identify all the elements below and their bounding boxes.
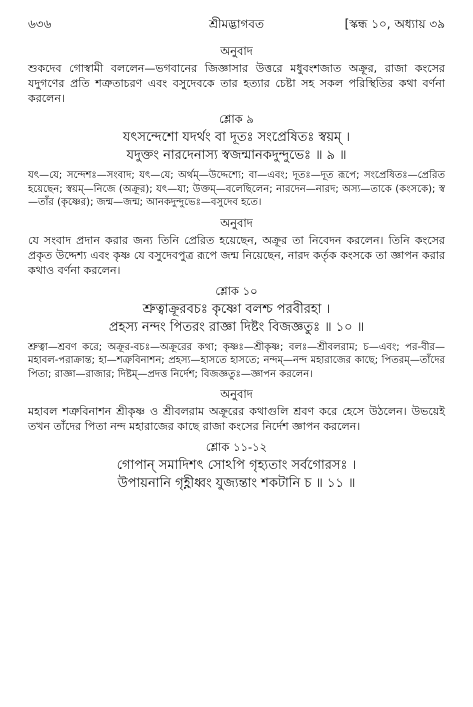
section-verse-11-12	[28, 440, 445, 493]
synonyms-text: শ্রুত্বা—শ্রবণ করে; অক্রূর-বচঃ—অক্রূরের কথা; কৃষ্ণঃ—শ্রীকৃষ্ণ; বলঃ—শ্রীবলরাম; চ—এবং; পর-বীর—মহাবল-পরাক্রান্ত; হা—শত্রুবিনাশন; প্রহস্য—হাসতে হাসতে; নন্দম্—নন্দ মহারাজের কাছে; পিতরম্—তাঁদের পিতা; রাজ্ঞা—রাজার; দিষ্টম্—প্রদত্ত নির্দেশ; বিজজ্ঞতুঃ—জ্ঞাপন করলেন।	[28, 341, 445, 380]
translation-text: যে সংবাদ প্রদান করার জন্য তিনি প্রেরিত হয়েছেন, অক্রূর তা নিবেদন করলেন। তিনি কংসের প্রকৃত উদ্দেশ্য এবং কৃষ্ণ যে বসুদেবপুত্র রূপে জন্ম নিয়েছেন, নারদ কর্তৃক কংসকে তা জ্ঞাপন করার কথাও বর্ণনা করলেন।	[28, 233, 445, 277]
translation-heading: অনুবাদ	[220, 387, 253, 401]
section-verse-9	[28, 112, 445, 278]
translation-text: মহাবল শত্রুবিনাশন শ্রীকৃষ্ণ ও শ্রীবলরাম অক্রূরের কথাগুলি শ্রবণ করে হেসে উঠলেন। উভয়েই তখন তাঁদের পিতা নন্দ মহারাজের কাছে রাজা কংসের নির্দেশ জ্ঞাপন করলেন।	[28, 405, 445, 433]
translation-heading: অনুবাদ	[220, 215, 253, 230]
verse-line: উপায়নানি গৃহ্ণীধ্বং যুজ্যন্তাং শকটানি চ ॥ ১১ ॥	[117, 476, 356, 491]
book-title: শ্রীমদ্ভাগবত	[208, 17, 264, 31]
page-number: ৬৩৬	[28, 17, 52, 31]
page-content	[28, 44, 445, 493]
verse-line: গোপান্ সমাদিশৎ সোঽপি গৃহ্যতাং সর্বগোরসঃ ।	[116, 458, 357, 473]
verse-heading: শ্লোক ৯	[219, 112, 254, 126]
verse-heading: শ্লোক ১১-১২	[205, 440, 268, 454]
section-verse-10	[28, 284, 445, 435]
verse-heading: শ্লোক ১০	[215, 283, 258, 298]
verse-line: যদুক্তং নারদেনাস্য স্বজন্মানকদুন্দুভেঃ ॥ ৯ ॥	[126, 148, 347, 163]
page-header	[28, 16, 445, 36]
synonyms-text: যৎ—যে; সন্দেশঃ—সংবাদ; যৎ—যে; অর্থম্—উদ্দেশ্যে; বা—এবং; দূতঃ—দূত রূপে; সংপ্রেষিতঃ—প্রেরিত হয়েছেন; স্বয়ম্—নিজে (অক্রূর); যৎ—যা; উক্তম্—বলেছিলেন; নারদেন—নারদ; অস্য—তাকে (কংসকে); স্ব—তাঁর (কৃষ্ণের); জন্ম—জন্ম; আনকদুন্দুভেঃ—বসুদেব হতে।	[28, 170, 445, 208]
translation-text: শুকদেব গোস্বামী বললেন—ভগবানের জিজ্ঞাসার উত্তরে মধুবংশজাত অক্রূর, রাজা কংসের যদুগণের প্রতি শত্রুতাচরণ এবং বসুদেবকে তার হত্যার চেষ্টা সহ সকল পরিস্থিতির কথা বর্ণনা করলেন।	[28, 62, 445, 105]
chapter-reference: [স্কন্ধ ১০, অধ্যায় ৩৯	[344, 17, 445, 31]
section-verse-8-translation	[28, 44, 445, 106]
verse-line: শ্রুত্বাক্রূরবচঃ কৃষ্ণো বলশ্চ পরবীরহা ।	[142, 301, 331, 317]
verse-line: প্রহস্য নন্দং পিতরং রাজ্ঞা দিষ্টং বিজজ্ঞতুঃ ॥ ১০ ॥	[108, 319, 365, 335]
verse-line: যৎসন্দেশো যদর্থং বা দূতঃ সংপ্রেষিতঃ স্বয়ম্ ।	[122, 130, 351, 145]
translation-heading: অনুবাদ	[220, 44, 253, 58]
